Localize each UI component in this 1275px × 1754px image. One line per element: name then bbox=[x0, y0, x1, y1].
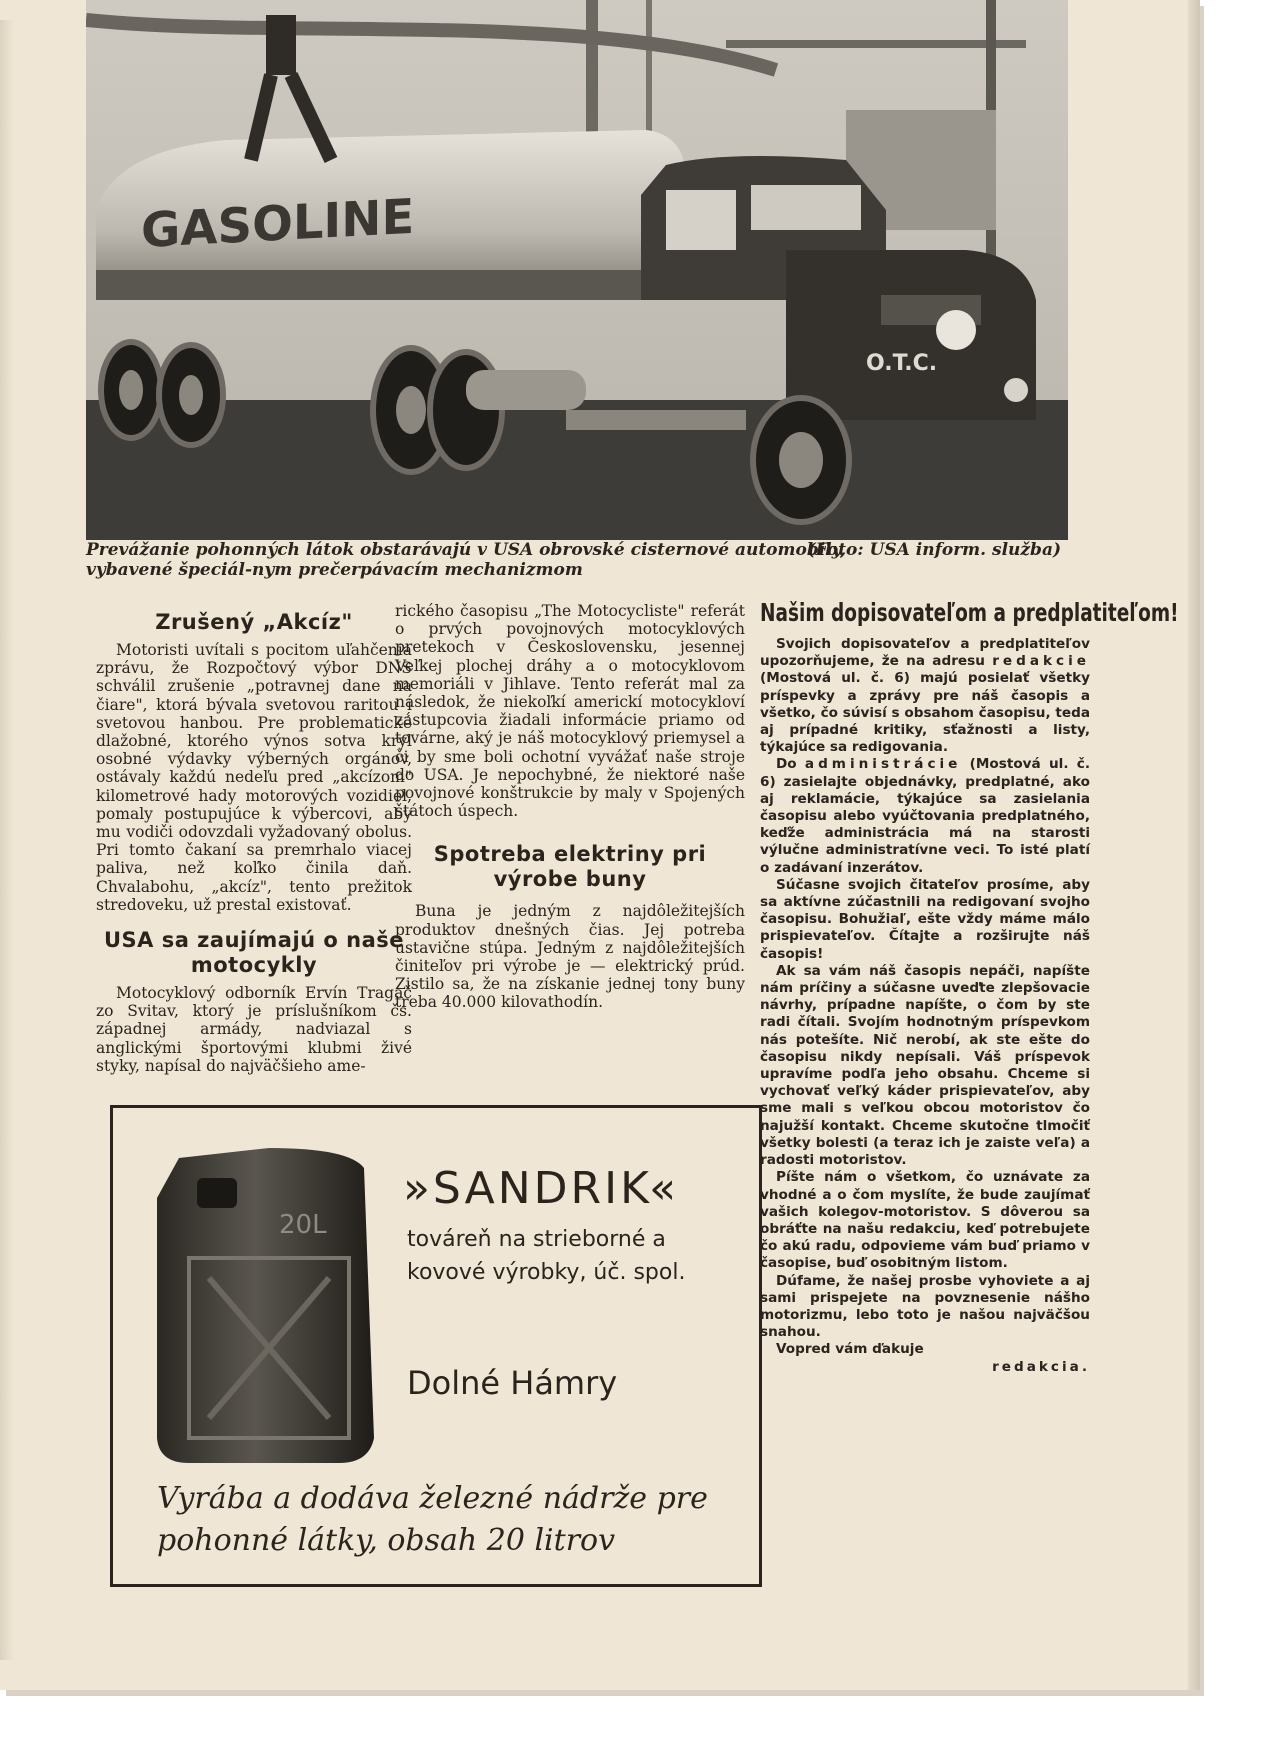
paragraph-akciz: Motoristi uvítali s pocitom uľahčenia zprávu, že Rozpočtový výbor DNS schválil zrušenie „potravnej dane na čiare", ktorá bývala svetovou raritou i svetovou hanbou. Pre problematické dlažobné, ktorého výnos sotva kryl osobné výdavky výberných orgánov, ostávaly každú nedeľu pred „akcízom" kilometrové hady motorových vozidiel, pomaly postupujúce k výbercovi, aby mu vodiči odovzdali vyžadovaný obolus. Pri tomto čakaní sa premrhalo viacej paliva, než koľko činila daň. Chvalabohu, „akcíz", tento prežitok stredoveku, už prestal existovať. bbox=[96, 641, 412, 914]
notice-paragraph-2: Do administrácie (Mostová ul. č. 6) zasielajte objednávky, predplatné, ako aj reklamácie, týkajúce sa zasielania časopisu alebo vyúčtovania predplatného, keďže administrácia má na starosti výlučne administratívne veci. To isté platí o zadávaní inzerátov. bbox=[760, 756, 1090, 876]
jerrycan-image bbox=[149, 1138, 389, 1468]
article-akciz bbox=[96, 610, 412, 1075]
notice-paragraph-4: Ak sa vám náš časopis nepáči, napíšte nám príčiny a súčasne uveďte zlepšovacie návrhy, prípadne napíšte, o čom by ste radi čítali. Svojím hodnotným príspevkom nás potešíte. Nič nerobí, ak ste ešte do časopisu nikdy nepísali. Váš príspevok upravíme podľa jeho obsahu. Chceme si vychovať veľký káder prispievateľov, aby sme mali s veľkou obcou motoristov čo najužší kontakt. Chceme skutočne tlmočiť všetky bolesti (a teraz ich je zaiste veľa) a radosti motoristov. bbox=[760, 962, 1090, 1169]
tanker-truck-photo bbox=[86, 0, 1068, 540]
page-gutter bbox=[0, 20, 14, 1660]
notice-paragraph-6: Dúfame, že našej prosbe vyhoviete a aj sami prispejete na povznesenie nášho motorizmu, lebo toto je našou najväčšou snahou. bbox=[760, 1272, 1090, 1341]
notice-to-readers bbox=[760, 598, 1179, 1376]
ad-company: továreň na strieborné a kovové výrobky, úč. spol. bbox=[407, 1227, 686, 1285]
photo-caption bbox=[86, 540, 1071, 580]
notice-administracia: administrácie bbox=[804, 756, 962, 773]
caption-text: Prevážanie pohonných látok obstarávajú v USA obrovské cisternové automobily, vybavené špeciál-nym prečerpávacím mechanizmom bbox=[86, 540, 846, 580]
headline-elektrina: Spotreba elektriny pri výrobe buny bbox=[433, 842, 707, 892]
notice-redakcia: redakcie bbox=[992, 653, 1090, 670]
headline-usa-motocykly: USA sa zaujímajú o naše motocykly bbox=[103, 928, 405, 978]
paragraph-elektrina: Buna je jedným z najdôležitejších produktov dnešných čias. Jej potreba ustavične stúpa. Jedným z najdôležitejších činiteľov pri výrobe je — elektrický prúd. Zistilo sa, že na získanie jednej tony buny treba 40.000 kilovathodín. bbox=[395, 902, 745, 1012]
notice-closing: Vopred vám ďakuje bbox=[776, 1341, 924, 1358]
sandrik-advertisement bbox=[110, 1105, 762, 1587]
door-lettering: O.T.C. bbox=[866, 351, 938, 376]
ad-location: Dolné Hámry bbox=[407, 1364, 618, 1402]
notice-signature: redakcia. bbox=[992, 1358, 1090, 1375]
article-continuation bbox=[395, 602, 745, 1012]
can-label: 20L bbox=[279, 1210, 327, 1240]
notice-heading: Našim dopisovateľom a predplatiteľom! bbox=[760, 598, 1179, 627]
ad-product-note: Vyrába a dodáva železné nádrže pre pohonné látky, obsah 20 litrov bbox=[157, 1481, 708, 1558]
headline-akciz: Zrušený „Akcíz" bbox=[155, 610, 353, 634]
paragraph-usa-continuation: rického časopisu „The Motocycliste" referát o prvých povojnových motocyklových pretekoch v Československu, jesennej Veľkej plochej dráhy a o motocyklovom memoriáli v Jihlave. Tento referát mal za následok, že niekoľkí americkí motocykloví zástupcovia žiadali informácie priamo od továrne, aký je náš motocyklový priemysel a či by sme boli ochotní vyvážať naše stroje do USA. Je nepochybné, že niektoré naše povojnové konštrukcie by maly v Spojených štátoch úspech. bbox=[395, 602, 745, 821]
notice-paragraph-3: Súčasne svojich čitateľov prosíme, aby sa aktívne zúčastnili na redigovaní svojho časopisu. Bohužiaľ, ešte vždy máme málo prispievateľov. Čítajte a rozširujte náš časopis! bbox=[760, 876, 1090, 962]
paragraph-usa-motocykly: Motocyklový odborník Ervín Tragač zo Svitav, ktorý je príslušníkom čs. západnej armády, nadviazal s anglickými športovými klubmi živé styky, napísal do najväčšieho ame- bbox=[96, 984, 412, 1075]
photo-credit: (Foto: USA inform. služba) bbox=[807, 540, 1061, 560]
notice-paragraph-5: Píšte nám o všetkom, čo uznávate za vhodné a o čom myslíte, že bude zaujímať vašich kolegov-motoristov. S dôverou sa obráťte na našu redakciu, keď potrebujete čo akú radu, odpovieme vám buď priamo v časopise, buď osobitným listom. bbox=[760, 1169, 1090, 1272]
page-edge bbox=[1188, 0, 1200, 1690]
ad-brand: »SANDRIK« bbox=[403, 1163, 680, 1214]
tank-lettering: GASOLINE bbox=[141, 188, 415, 260]
notice-paragraph-1: Svojich dopisovateľov a predplatiteľov upozorňujeme, že na adresu redakcie (Mostová ul. č. 6) majú posielať všetky príspevky a zprávy pre náš časopis a všetko, čo súvisí s obsahom časopisu, teda aj prípadné kritiky, sťažnosti a listy, týkajúce sa redigovania. bbox=[760, 636, 1090, 756]
